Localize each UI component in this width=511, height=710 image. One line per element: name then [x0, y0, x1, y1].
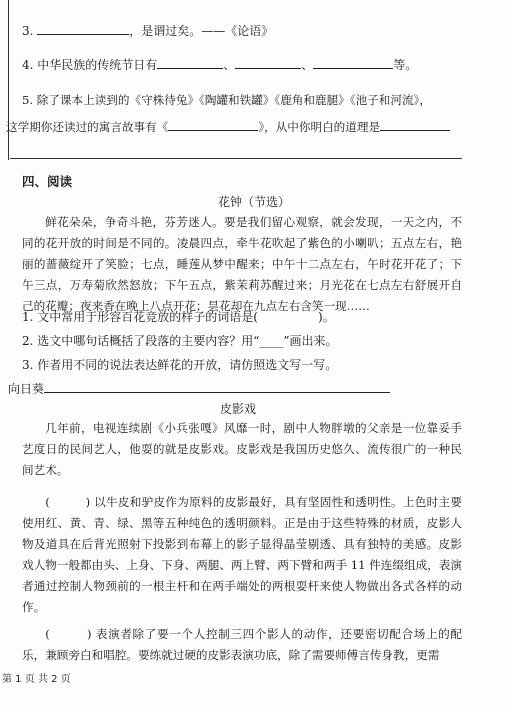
- answer-blank[interactable]: [313, 56, 393, 69]
- question-5-text-start: 这学期你还读过的寓言故事有《: [6, 120, 169, 134]
- reading-question-3-answer: [8, 380, 390, 397]
- answer-blank[interactable]: [44, 380, 390, 393]
- reading-question-3: 3. 作者用不同的说法表达鲜花的开放，请仿照选文写一写。: [22, 358, 338, 372]
- reading-question-1: [22, 308, 335, 325]
- answer-blank[interactable]: [235, 56, 301, 69]
- question-3: [22, 22, 273, 39]
- left-margin-line: [8, 0, 9, 160]
- question-5-line-1: 5. 除了课本上读到的《守株待兔》《陶罐和铁罐》《鹿角和鹿腿》《池子和河流》，: [22, 93, 431, 107]
- question-5-line-2: [6, 118, 450, 135]
- answer-blank[interactable]: [157, 56, 223, 69]
- passage-1-title: 花钟（节选）: [218, 195, 291, 209]
- section-heading: 四、阅读: [22, 174, 73, 189]
- reading-question-2: 2. 选文中哪句话概括了段落的主要内容？用“____”画出来。: [22, 334, 338, 348]
- question-4-text: 4. 中华民族的传统节日有: [22, 58, 158, 72]
- page-footer: 第 1 页 共 2 页: [2, 674, 71, 685]
- passage-2-title: 皮影戏: [220, 402, 257, 416]
- answer-prefix: 向日葵: [8, 382, 45, 396]
- reading-question-1-end: )。: [317, 310, 335, 324]
- passage-2-paragraph-3: ( ) 表演者除了要一个人控制三四个影人的动作，还要密切配合场上的配乐，兼顾旁白和唱腔。要练就过硬的皮影表演功底，除了需要师傅言传身教，更需: [22, 627, 462, 662]
- answer-blank[interactable]: [37, 22, 129, 35]
- passage-2-paragraph-1: 几年前，电视连续剧《小兵张嘎》风靡一时，剧中人物胖墩的父亲是一位靠妥手艺度日的民间艺人，他耍的就是皮影戏。皮影戏是我国历史悠久、流传很广的一种民间艺术。: [22, 421, 462, 477]
- section-divider: [10, 158, 462, 159]
- question-3-number: 3.: [22, 24, 34, 38]
- answer-blank[interactable]: [380, 118, 450, 131]
- separator: 、: [301, 58, 314, 72]
- separator: 、: [223, 58, 236, 72]
- question-4-end: 等。: [393, 58, 418, 72]
- question-5-text-mid: 》，从中你明白的道理是: [258, 120, 381, 134]
- passage-1-text: 鲜花朵朵，争奇斗艳，芬芳迷人。要是我们留心观察，就会发现，一天之内，不同的花开放的时间是不同的。凌晨四点，牵牛花吹起了紫色的小喇叭；五点左右，艳丽的蔷薇绽开了笑脸；七点，睡莲从梦中醒来；中午十二点左右，午时花开花了；下午三点，万寿菊欣然怒放；下午五点，紫茉莉苏醒过来；月光花在七点左右舒展开自己的花瓣；夜来香在晚上八点开花；昙花却在九点左右含笑一现……: [22, 215, 462, 313]
- reading-question-1-text: 1. 文中常用于形容百花竞放的样子的词语是(: [22, 310, 258, 324]
- answer-blank[interactable]: [168, 118, 258, 131]
- passage-2-paragraph-2: ( ) 以牛皮和驴皮作为原料的皮影最好，具有坚固性和透明性。上色时主要使用红、黄、青、绿、黑等五种纯色的透明颜料。正是由于这些特殊的材质，皮影人物及道具在后背光照射下投影到布幕上的影子显得晶莹剔透、具有独特的美感。皮影戏人物一般都由头、上身、下身、两腿、两上臂、两下臂和两手 11 件连缀组成，表演者通过控制人物颈前的一根主杆和在两手端处的两根耍杆来使人物做出各式各样的动作。: [22, 495, 462, 614]
- question-3-text: ，是谓过矣。——《论语》: [129, 24, 274, 38]
- question-4: [22, 56, 417, 73]
